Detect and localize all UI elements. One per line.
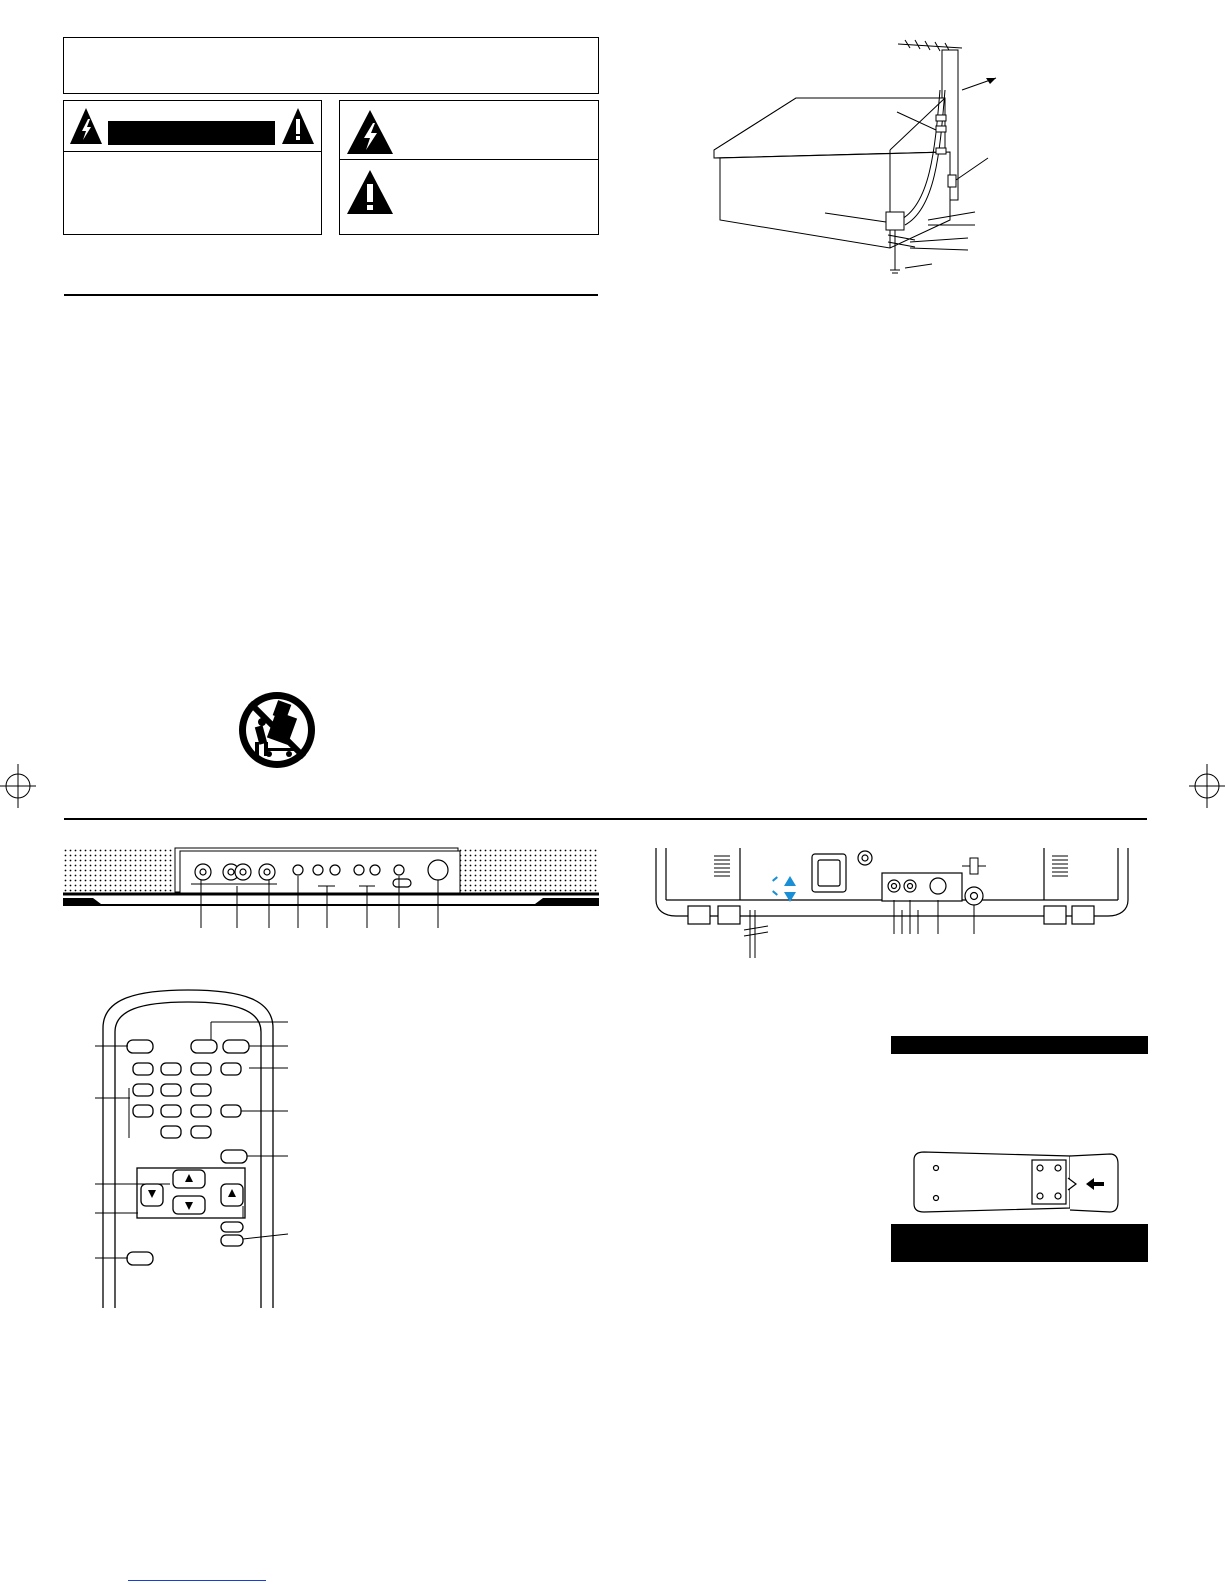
antenna-grounding-diagram (700, 30, 1010, 280)
remote-callouts-left (90, 1040, 140, 1270)
caution-label-bar (108, 121, 275, 145)
symbol-explanation-box (339, 100, 599, 235)
tv-front-panel-diagram (63, 848, 599, 938)
warning-header-box (63, 37, 599, 94)
remote-battery-diagram (910, 1150, 1140, 1220)
footer-link[interactable] (128, 1580, 266, 1581)
registration-mark-icon (0, 764, 36, 808)
exclamation-triangle-icon (346, 169, 394, 215)
cart-tipover-icon (237, 690, 317, 770)
battery-heading-bar (891, 1036, 1148, 1054)
symbol-divider (340, 159, 598, 160)
registration-mark-icon (1189, 764, 1225, 808)
caution-box (63, 100, 322, 235)
tv-rear-panel-diagram (652, 848, 1132, 958)
lightning-triangle-icon (69, 107, 103, 145)
lightning-triangle-icon (346, 109, 394, 155)
caution-divider (64, 151, 321, 152)
section-rule-top (64, 294, 598, 296)
exclamation-triangle-icon (281, 107, 315, 145)
section-rule-middle (64, 818, 1147, 820)
battery-caution-bar (891, 1224, 1148, 1262)
